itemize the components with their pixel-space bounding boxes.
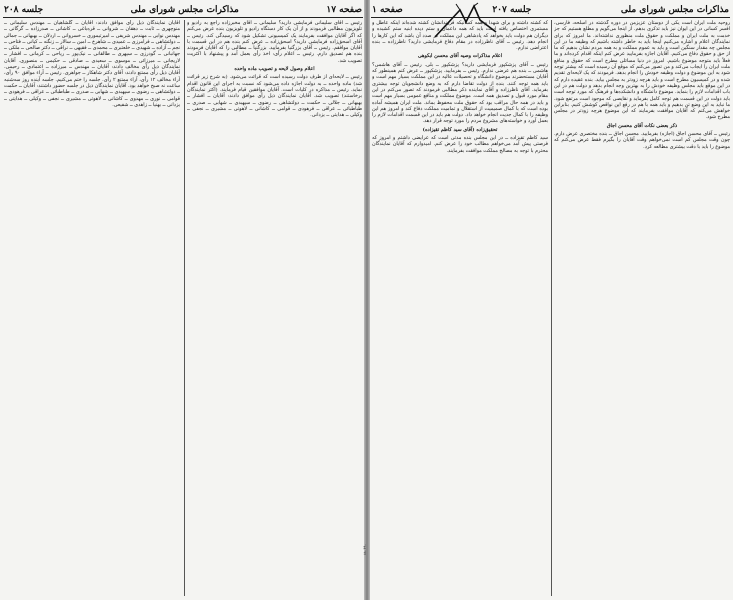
text-column-2: [4, 20, 180, 596]
text-column-2: [372, 20, 548, 596]
page-label: صفحه ۱۷: [326, 5, 362, 15]
text-column-1: [554, 20, 730, 596]
archive-stamp: ۸۸۰۴۹۰: [363, 543, 367, 555]
ink-scribble-mark: [430, 2, 500, 42]
column-text: رئیس ــ لایحه‌ای از طرف دولت رسیده است که قرائت می‌شود. (به شرح زیر قرائت شد) ماده واحده ــ به دولت اجازه داده می‌شود که نسبت به اجرای این قانون اقدام نماید. رئیس ــ مذاکره در کلیات است. آقایان موافقین قیام فرمایند. (اکثر نمایندگان برخاستند) تصویب شد. آقایان نمایندگان ذیل رأی موافق دادند: آقایان ــ افشار ــ بهبهانی ــ جلالی ــ حکمت ــ دولتشاهی ــ رضوی ــ سپهبدی ــ شهابی ــ صدری ــ طباطبائی ــ عراقی ــ فرهودی ــ قوامی ــ کاشانی ــ لاهوتی ــ مشیری ــ نجفی ــ وکیلی ــ هدایتی ــ یزدانی.: [187, 74, 362, 119]
column-text: سید کاظم تقیزاده ــ در این مجلس بنده مدتی است که عرایضی داشتم و امروز که فرصتی پیش آمد می‌خواهم مطالب خود را عرض کنم. امیدوارم که آقایان نمایندگان محترم با توجه به مصالح مملکت موافقت بفرمایند.: [372, 135, 548, 154]
page-label: صفحه ۱: [372, 5, 403, 15]
column-text: رئیس ــ آقای محسن اجاق (اجازه) بفرمایید. محسن اجاق ــ بنده مختصری عرض دارم. چون وقت مجلس کم است نمی‌خواهم وقت آقایان را بگیرم فقط عرض می‌کنم که موضوع را باید با دقت بیشتری مطالعه کرد.: [554, 131, 730, 150]
text-column-1: [187, 20, 362, 596]
header-rule: [371, 17, 730, 18]
column-text: رئیس ــ آقای پزشکپور فرمایشی دارید؟ پزشکپور ــ بلی. رئیس ــ آقای هاشمی؟ هاشمی ــ بنده هم عرضی ندارم. رئیس ــ بفرمایید. پزشکپور ــ عرض کنم همینطور که آقایان مستحضرند موضوع دانشگاه و تحصیلات عالیه در این مملکت بسیار مهم است و باید همه توجه کنند. بنده از دولت تقاضا دارم که به وضع دانشجویان توجه بیشتری بفرماید. آقای ناظرزاده و آقای نماینده ذکر مطالبی فرمودند که تصور می‌کنم در این مقام مورد قبول و تصدیق همه است. موضوع مملکت و منافع عمومی بسیار مهم است و باید در همه حال مراقب بود که حقوق ملت محفوظ بماند. ملت ایران همیشه آماده بوده است که با کمال صمیمیت از استقلال و تمامیت مملکت دفاع کند و امروز هم این وظیفه را با کمال جدیت انجام خواهد داد. دولت هم باید در این قسمت اقدامات لازم را بعمل آورد و خواسته‌های مشروع مردم را مورد توجه قرار دهد.: [372, 61, 548, 125]
column-divider: [184, 20, 185, 596]
column-text: آقایان نمایندگان ذیل رأی موافق دادند: آقایان ــ گلشاهیان ــ مهندس سلیمانی ــ منوچهری ــ ثابت ــ دهقان ــ شروانی ــ قره‌باغی ــ کاشانی ــ صدرزاده ــ گرگانی ــ مهندس نوابی ــ مهندس شریفی ــ امیرتیموری ــ خسروانی ــ اردلان ــ بهبهانی ــ جمالی ــ دولتشاهی ــ فرامرزی ــ عمیدی ــ شاهرخ ــ امین ــ سالار ــ زنگنه ــ کیانی ــ فتاحی ــ نجم ــ آزاده ــ شهیدی ــ خلعتبری ــ محمدی ــ فقیهی ــ نراقی ــ دکتر صالحی ــ ملکی ــ جهانبانی ــ گودرزی ــ سپهری ــ طالقانی ــ نیک‌پور ــ ریاحی ــ کرمانی ــ افشار ــ لاریجانی ــ میرزائی ــ موسوی ــ سعیدی ــ صادقی ــ حکیمی ــ منصوری. آقایان نمایندگان ذیل رأی مخالف دادند: آقایان ــ مهندس ــ میرزاده ــ اعتمادی ــ رحیمی. آقایان ذیل رأی ممتنع دادند: آقای دکتر شاهکار ــ جواهری. رئیس ــ آراء موافق ۹۰ رأی، آراء مخالف ۱۲ رأی، آراء ممتنع ۲ رأی. جلسه را ختم می‌کنیم. جلسه آینده روز سه‌شنبه ساعت نه صبح خواهد بود. آقایان نمایندگان ذیل در جلسه حضور داشتند: آقایان ــ حکمت ــ دولتشاهی ــ رضوی ــ سپهبدی ــ شهابی ــ صدری ــ طباطبائی ــ عراقی ــ فرهودی ــ قوامی ــ نوری ــ مهدوی ــ کاشانی ــ لاهوتی ــ مشیری ــ نجفی ــ وکیلی ــ هدایتی ــ یزدانی ــ بهنیا ــ زاهدی ــ شفیعی.: [4, 20, 180, 108]
session-label: جلسه ۲۰۸: [4, 5, 44, 15]
column-text: روحیه ملت ایران است یکی از دوستان عزیزمن در دوره گذشته در اسلحه، فارسی، افسر کسانی در این ایوان نیز باید تذکری بدهم. از اینجا می‌گویم و مطلع هستیم که جز خدمت به ملت ایران و مملکت و حقوق ملت منظوری نداشته‌اند. ما امروز که برای نمایندگان اعلام و اشاره می‌کنیم اینجا باید به خاطر داشته باشیم که وظیفه ما در این مجلس چه مقدار سنگین است و باید به عموم مملکت و به همه مردم نشان بدهیم که ما از حق و حقوق دفاع می‌کنیم. آقایان اجازه بفرمایید عرض کنم اینکه اقدام کرده‌اند و ما فعلاً باید متوجه موضوع باشیم. امروز در دنیا مسائلی مطرح است که حقوق و منافع ملت ایران را ایجاب می‌کند و من تصور می‌کنم که موقع آن رسیده است که بیشتر توجه شود به این موضوع و دولت وظیفه خودش را انجام بدهد. فرمودند که یک لایحه‌ای تقدیم شده و در کمیسیون مطرح است و باید هرچه زودتر به مجلس بیاید. بنده عقیده دارم که در این موقع باید مجلس وظیفه خودش را به بهترین وجه انجام بدهد و دولت هم در این باب اقدامات لازم را بنماید. موضوع دانشگاه و دانشکده‌ها و فرهنگ که مورد توجه است باید دولت در این قسمت هم توجه کامل بفرماید و نقایصی که موجود است مرتفع شود. ما نباید به این وضع تن بدهیم و باید همه با هم در رفع این نواقص کوشش کنیم. بنابراین خواهش می‌کنم که آقایان موافقت بفرمایند که این موضوع هرچه زودتر در مجلس مطرح شود.: [554, 20, 730, 121]
column-divider: [551, 20, 552, 596]
header-rule: [3, 17, 363, 18]
section-heading: تحقیق‌زاده (آقای سید کاظم تقیزاده): [422, 126, 498, 133]
page-title: مذاکرات مجلس شورای ملی: [130, 5, 239, 15]
section-heading: اعلام وصول لایحه و تصویب ماده واحده: [234, 66, 315, 73]
right-page: [368, 0, 733, 600]
session-label: جلسه ۲۰۷: [492, 5, 532, 15]
page-header: [372, 3, 729, 17]
column-text: که کشته داشته و برای شهدا و همه کسانیکه فرزندانشان کشته شده‌اند اینکه عاطل و مستمری اختصاص یافته است باید که همه داعمان و ستم دیده ابنیه ستم کشیده و دیگران هم دولت باید بخواهد که پادشاهی این مملکت در صدد آن باشد که این کارها را انجام دهد. رئیس ــ آقای ناظرزاده در مقام دفاع فرمایشی دارید؟ ناظرزاده ــ بنده اعتراضی ندارم.: [372, 20, 548, 52]
page-header: [4, 3, 362, 17]
page-title: مذاکرات مجلس شورای ملی: [620, 5, 729, 15]
left-page: [0, 0, 366, 600]
column-text: رئیس ــ آقای سلیمانی فرمایشی دارید؟ سلیمانی ــ آقای مخبرزاده راجع به رادیو و تلویزیون مطالبی فرمودند و از آن یک کار دستگاه رادیو و تلویزیون بنده عرض می‌کنم که اگر آقایان موافقت بفرمایند یک کمیسیونی تشکیل شود که رسیدگی کند. رئیس ــ آقای اسحق‌زاده فرمایشی دارید؟ اسحق‌زاده ــ عرض کنم بنده هم در این قسمت با آقایان موافقم. رئیس ــ آقای بزرگنیا بفرمایید. بزرگنیا ــ مطالبی را که آقایان فرمودند بنده هم تصدیق دارم. رئیس ــ اعلام رأی: اخذ رأی بعمل آمد و پیشنهاد با اکثریت تصویب شد.: [187, 20, 362, 64]
section-heading: اعلام مذاکرات وصیه آقای محسن ابکوهی: [417, 53, 503, 60]
section-heading: ذکر بعضی نکات آقای محسن اجاق: [606, 122, 678, 129]
